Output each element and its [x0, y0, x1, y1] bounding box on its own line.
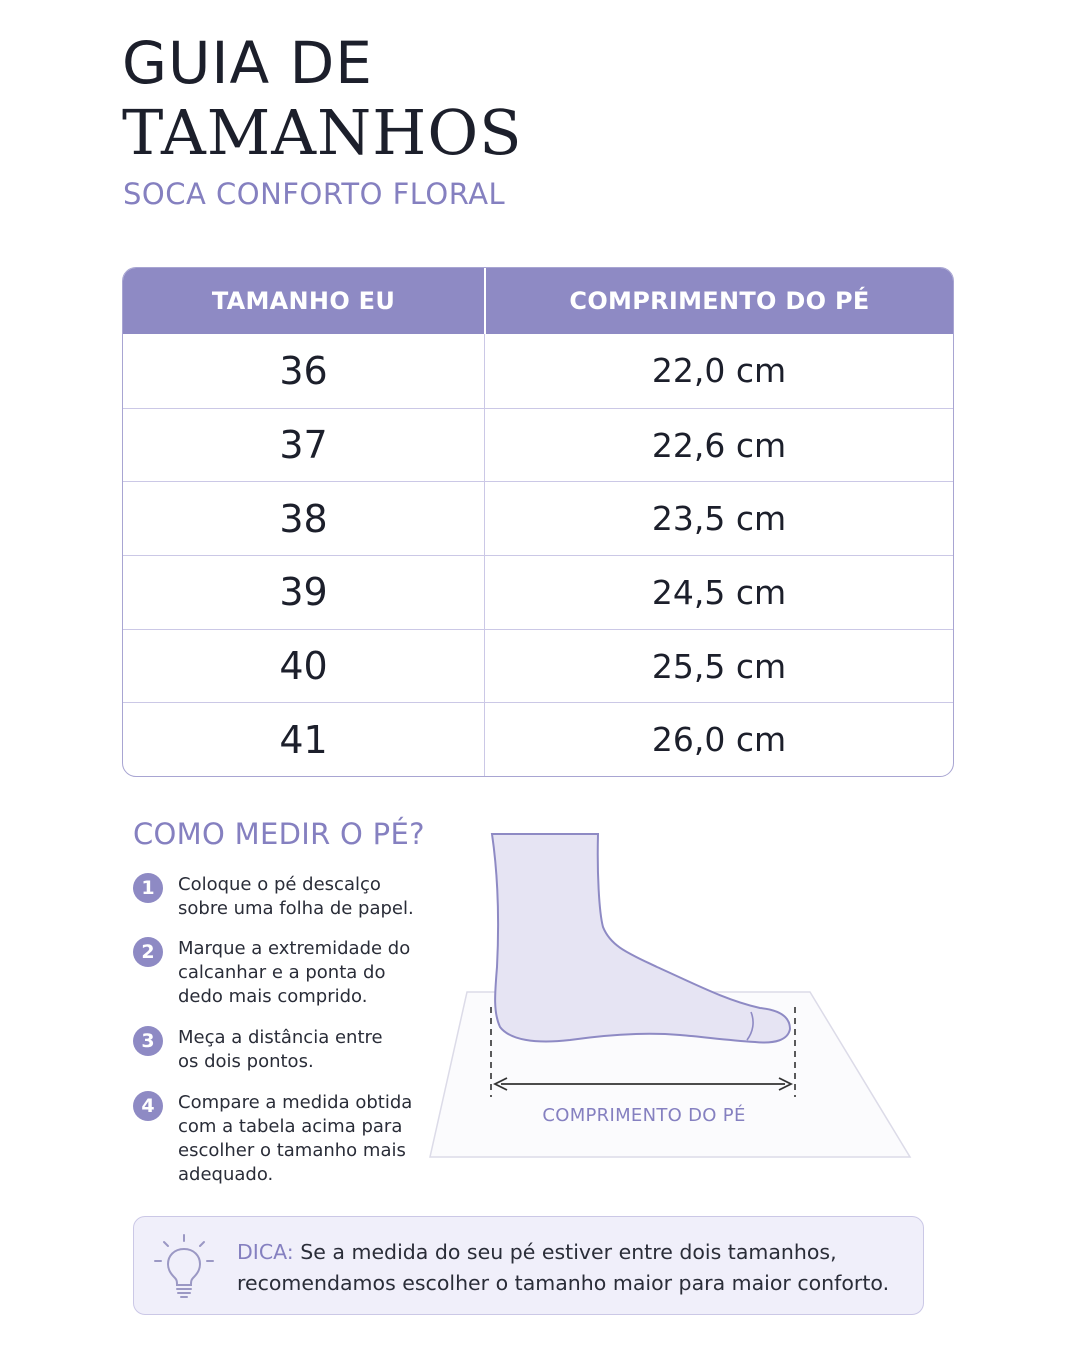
step-number: 3 [133, 1026, 163, 1056]
step-text: Compare a medida obtida com a tabela acima para escolher o tamanho mais adequado. [178, 1092, 413, 1185]
step-number: 1 [133, 873, 163, 903]
foot-icon [492, 834, 790, 1042]
tip-text-block [237, 1237, 897, 1299]
step-text: Coloque o pé descalço sobre uma folha de papel. [178, 874, 414, 919]
page-title-line2: TAMANHOS [122, 96, 523, 169]
step-2 [133, 937, 428, 1009]
how-to-measure-title: COMO MEDIR O PÉ? [133, 817, 425, 851]
step-text: Marque a extremidade do calcanhar e a ponta do dedo mais comprido. [178, 938, 411, 1007]
size-cell: 39 [123, 556, 485, 629]
size-cell: 41 [123, 703, 485, 776]
size-cell: 36 [123, 334, 485, 408]
foot-measurement-illustration [425, 832, 925, 1167]
step-number: 4 [133, 1091, 163, 1121]
table-row [123, 334, 953, 408]
step-text: Meça a distância entre os dois pontos. [178, 1027, 383, 1072]
size-table [122, 267, 954, 777]
size-cell: 40 [123, 630, 485, 703]
lightbulb-icon [152, 1233, 216, 1301]
step-1 [133, 873, 428, 921]
table-row [123, 555, 953, 629]
step-number: 2 [133, 937, 163, 967]
length-cell: 24,5 cm [651, 572, 787, 612]
column-header-length: COMPRIMENTO DO PÉ [569, 287, 870, 315]
table-body [123, 334, 953, 776]
length-cell: 22,6 cm [651, 425, 787, 465]
page-title-line1: GUIA DE [122, 29, 373, 97]
size-cell: 38 [123, 482, 485, 555]
tip-label: DICA: [237, 1240, 294, 1264]
product-subtitle: SOCA CONFORTO FLORAL [123, 177, 506, 211]
length-cell: 22,0 cm [651, 351, 787, 391]
length-cell: 25,5 cm [651, 646, 787, 686]
column-header-size: TAMANHO EU [123, 268, 486, 334]
tip-box [133, 1216, 924, 1315]
table-row [123, 481, 953, 555]
length-cell: 26,0 cm [651, 720, 787, 760]
measurement-label: COMPRIMENTO DO PÉ [542, 1105, 746, 1126]
table-row [123, 629, 953, 703]
table-row [123, 408, 953, 482]
table-row [123, 702, 953, 776]
table-header [123, 268, 953, 334]
size-cell: 37 [123, 409, 485, 482]
length-cell: 23,5 cm [651, 499, 787, 539]
tip-message: Se a medida do seu pé estiver entre dois tamanhos, recomendamos escolher o tamanho maior para maior conforto. [237, 1240, 890, 1295]
step-3 [133, 1026, 428, 1074]
step-4 [133, 1091, 428, 1187]
